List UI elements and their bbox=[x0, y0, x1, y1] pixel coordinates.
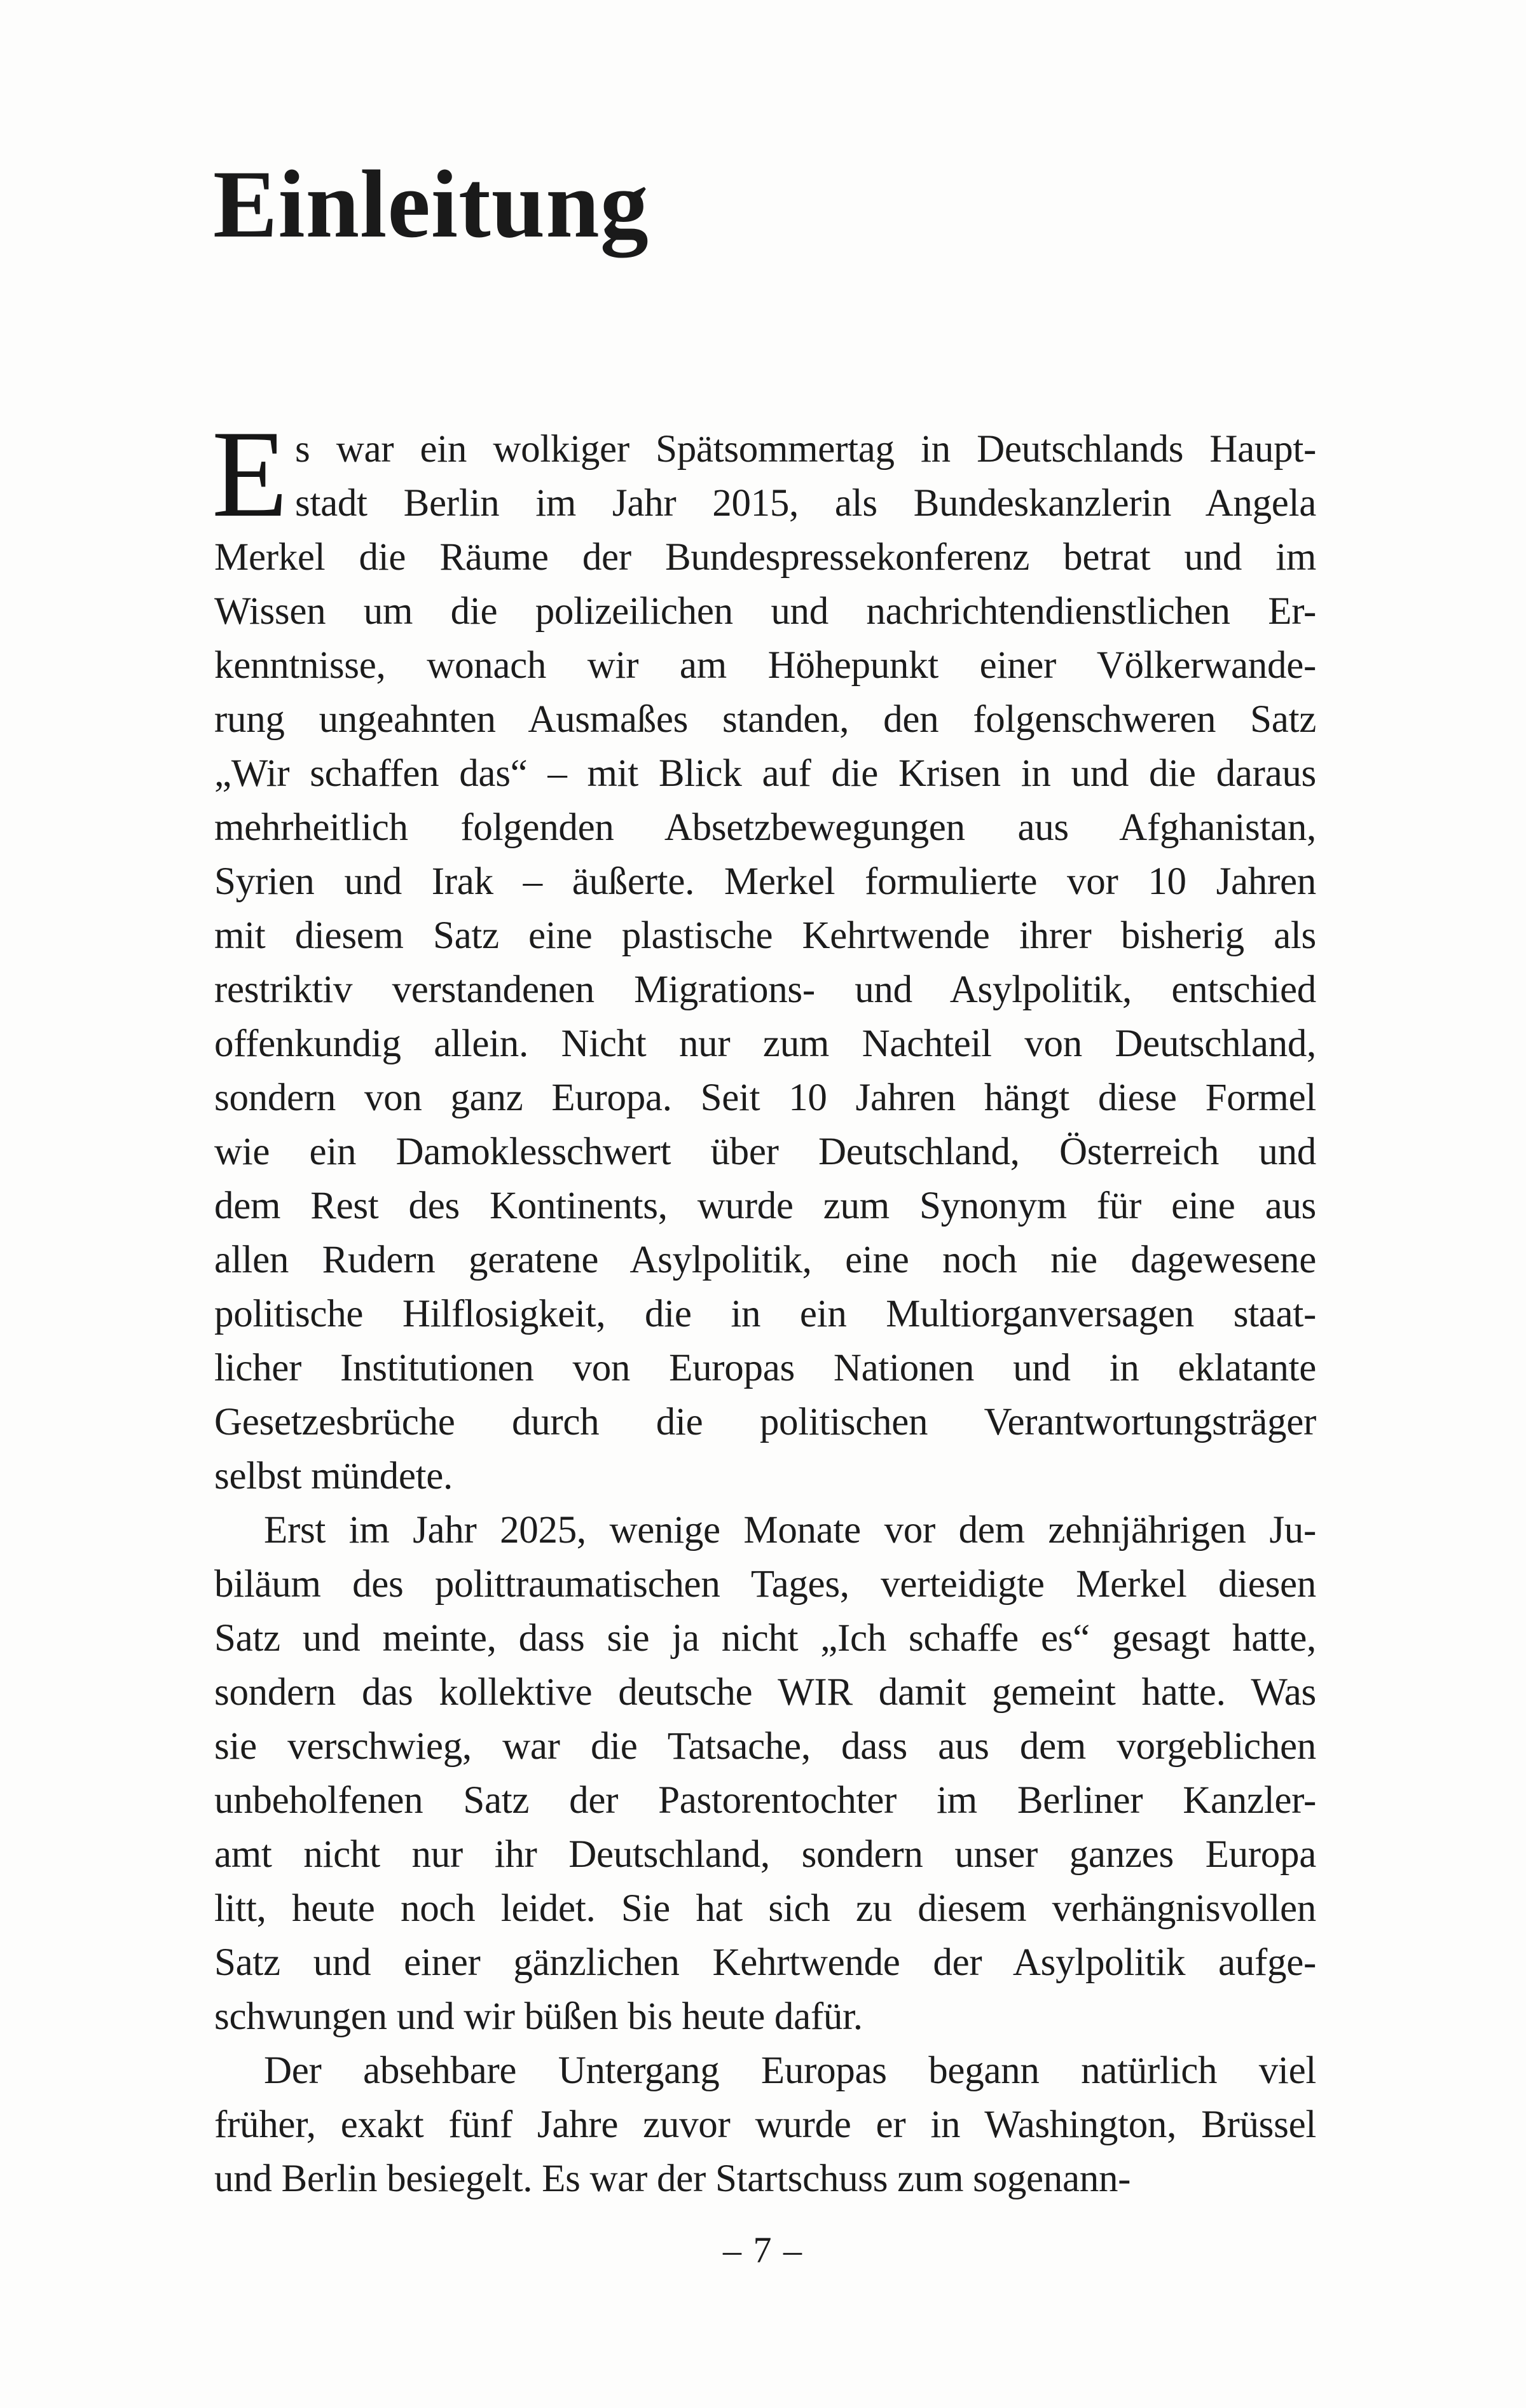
paragraph bbox=[214, 1503, 1316, 2044]
text-line: kenntnisse, wonach wir am Höhepunkt einer Völkerwande- bbox=[214, 644, 1316, 687]
text-line: s war ein wolkiger Spätsommertag in Deutschlands Haupt- bbox=[295, 428, 1316, 471]
text-line: Merkel die Räume der Bundespressekonferenz betrat und im bbox=[214, 536, 1316, 579]
text-line: „Wir schaffen das“ – mit Blick auf die Krisen in und die daraus bbox=[214, 752, 1316, 795]
text-line: restriktiv verstandenen Migrations- und Asylpolitik, entschied bbox=[214, 968, 1316, 1011]
text-line: Gesetzesbrüche durch die politischen Verantwortungsträger bbox=[214, 1401, 1316, 1443]
text-line: mit diesem Satz eine plastische Kehrtwende ihrer bisherig als bbox=[214, 914, 1316, 957]
text-line: offenkundig allein. Nicht nur zum Nachteil von Deutschland, bbox=[214, 1022, 1316, 1065]
text-line: Satz und einer gänzlichen Kehrtwende der Asylpolitik aufge- bbox=[214, 1941, 1316, 1984]
text-line: licher Institutionen von Europas Nationen und in eklatante bbox=[214, 1347, 1316, 1389]
text-line: Satz und meinte, dass sie ja nicht „Ich schaffe es“ gesagt hatte, bbox=[214, 1617, 1316, 1660]
text-line: und Berlin besiegelt. Es war der Startschuss zum sogenann- bbox=[214, 2157, 1131, 2200]
text-line: selbst mündete. bbox=[214, 1455, 453, 1497]
text-line: Wissen um die polizeilichen und nachrichtendienstlichen Er- bbox=[214, 590, 1316, 633]
text-line: litt, heute noch leidet. Sie hat sich zu diesem verhängnisvollen bbox=[214, 1887, 1316, 1930]
text-line: früher, exakt fünf Jahre zuvor wurde er in Washington, Brüssel bbox=[214, 2103, 1316, 2146]
text-line: stadt Berlin im Jahr 2015, als Bundeskanzlerin Angela bbox=[295, 482, 1316, 525]
text-line: Der absehbare Untergang Europas begann natürlich viel bbox=[264, 2049, 1316, 2092]
text-line: biläum des polittraumatischen Tages, verteidigte Merkel diesen bbox=[214, 1563, 1316, 1606]
text-line: allen Rudern geratene Asylpolitik, eine noch nie dagewesene bbox=[214, 1239, 1316, 1281]
text-line: politische Hilflosigkeit, die in ein Multiorganversagen staat- bbox=[214, 1293, 1316, 1335]
text-block bbox=[212, 405, 1316, 2206]
text-line: Syrien und Irak – äußerte. Merkel formulierte vor 10 Jahren bbox=[214, 860, 1316, 903]
text-line: dem Rest des Kontinents, wurde zum Synonym für eine aus bbox=[214, 1185, 1316, 1227]
text-line: schwungen und wir büßen bis heute dafür. bbox=[214, 1995, 863, 2038]
text-line: Erst im Jahr 2025, wenige Monate vor dem zehnjährigen Ju- bbox=[264, 1509, 1316, 1551]
paragraph bbox=[214, 2044, 1316, 2206]
text-line: sondern von ganz Europa. Seit 10 Jahren hängt diese Formel bbox=[214, 1077, 1316, 1119]
text-line: sondern das kollektive deutsche WIR damit gemeint hatte. Was bbox=[214, 1671, 1316, 1714]
page-number: – 7 – bbox=[723, 2229, 803, 2271]
text-line: wie ein Damoklesschwert über Deutschland, Österreich und bbox=[214, 1131, 1316, 1173]
text-line: unbeholfenen Satz der Pastorentochter im Berliner Kanzler- bbox=[214, 1779, 1316, 1822]
paragraph bbox=[212, 405, 1316, 1503]
text-line: amt nicht nur ihr Deutschland, sondern unser ganzes Europa bbox=[214, 1833, 1316, 1876]
drop-cap: E bbox=[212, 405, 288, 543]
text-line: rung ungeahnten Ausmaßes standen, den folgenschweren Satz bbox=[214, 698, 1316, 741]
text-line: mehrheitlich folgenden Absetzbewegungen aus Afghanistan, bbox=[214, 806, 1316, 849]
text-line: sie verschwieg, war die Tatsache, dass aus dem vorgeblichen bbox=[214, 1725, 1316, 1768]
chapter-title: Einleitung bbox=[213, 151, 649, 258]
